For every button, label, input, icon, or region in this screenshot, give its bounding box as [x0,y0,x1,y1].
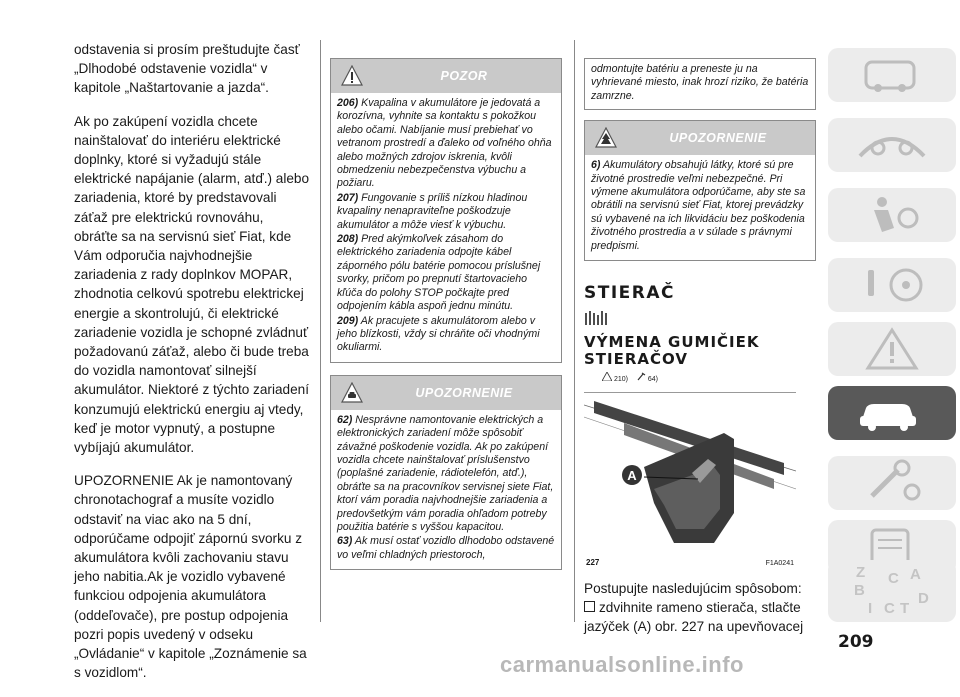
box-body: odmontujte batériu a preneste ju na vyhrievané miesto, inak hrozí riziko, že batéria zamrzne. [591,63,809,102]
figure-227 [584,392,796,569]
note-text: Fungovanie s príliš nízkou hladinou kvapaliny nenapraviteľne poškodzuje akumulátor a môže viesť k výbuchu. [337,191,528,231]
tab-safety[interactable] [828,188,956,242]
box-header [331,376,561,410]
paragraph: odstavenia si prosím preštudujte časť „Dlhodobé odstavenie vozidla“ v kapitole „Naštartovanie a jazda“. [74,42,300,96]
note-text: Ak pracujete s akumulátorom alebo v jeho blízkosti, vždy si chráňte oči vhodnými okuliarmi. [337,314,540,354]
subsection-heading [584,334,816,368]
box-header [585,121,815,155]
note-number: 209) [337,314,359,327]
wrench-ref-icon [636,372,646,381]
reference-notes [602,372,816,386]
box-title: UPOZORNENIE [669,131,767,146]
note-item [591,159,809,253]
index-letter: B [854,582,865,599]
subsection-title-line: STIERAČOV [584,350,688,369]
tab-index[interactable] [828,560,956,622]
body-column-2 [330,58,562,570]
box-header [331,59,561,93]
note-item [337,315,555,355]
section-title: STIERAČ [584,283,676,304]
column-divider [320,40,321,622]
index-letter: A [910,566,921,583]
continued-note-box [584,58,816,110]
instruction-step [584,598,816,636]
figure-number: 227 [586,558,600,568]
environment-warning-icon [595,127,617,149]
index-icon [854,564,934,620]
step-bullet-icon [584,601,595,612]
note-item [337,97,555,191]
body-column-3 [584,58,816,637]
warning-ref-icon [602,372,612,381]
note-number: 62) [337,413,353,426]
section-heading [584,283,816,303]
index-letter: D [918,590,929,607]
car-warning-icon [341,382,363,404]
subsection-title-line: VÝMENA GUMIČIEK [584,333,760,352]
tab-warning[interactable] [828,322,956,376]
paragraph: UPOZORNENIE Ak je namontovaný chronotachograf a musíte vozidlo odstaviť na viac ako na 5 dní, odporúčame odpojiť zápornú svorku z akumulátora kvôli zachovaniu stavu jeho nabitia.Ak je vozidlo vybavené funkciou odpojenia akumulátora (oddeľovače), pre postup odpojenia pozri popis uvedený v odseku „Ovládanie“ v kapitole „Zoznámenie sa s vozidlom“. [74,473,307,681]
tab-emergency[interactable] [828,386,956,440]
tab-start-drive[interactable] [828,258,956,312]
box-body [331,93,561,362]
instructions [584,579,816,637]
page-number: 209 [838,632,874,652]
figure-code: F1A0241 [765,560,794,568]
note-number: 208) [337,233,359,246]
index-letter: I [868,600,873,617]
pozor-warning-box [330,58,562,363]
watermark: carmanualsonline.info [500,652,744,677]
body-column-1 [74,40,310,697]
note-item [337,414,555,535]
index-letter: C [888,570,899,587]
paragraph: Ak po zakúpení vozidla chcete nainštalovať do interiéru elektrické doplnky, ktoré si vyžadujú stále elektrické napájanie (alarm, atď.) alebo zariadenia, ktoré by predstavovali záťaž pre elektrickú rovnováhu, obráťte sa na servisnú sieť Fiat, kde Vám odporučia najvhodnejšie zariadenia z rady doplnkov MOPAR, zhodnotia celkovú spotrebu elektrickej energie a skontrolujú, či elektrické zariadenie vozidla je schopné zvládnuť požadovanú záťaž, alebo či bude treba do vozidla namontovať silnejší akumulátor. Niektoré z týchto zariadení konzumujú elektrickú energiu aj vtedy, keď je motor vypnutý, a postupne vybíjajú akumulátor. [74,113,310,456]
wiper-icon [584,309,610,327]
car-emergency-icon [828,386,956,440]
upozornenie-box [330,375,562,570]
note-item [337,192,555,232]
index-letter: Z [856,564,866,581]
dashboard-icon [828,118,956,172]
note-text: Kvapalina v akumulátore je jedovatá a korozívna, vyhnite sa kontaktu s pokožkou alebo očami. Nabíjanie musí prebiehať vo vetranom prostredí a ďaleko od voľného ohňa alebo možných zdrojov iskrenia, kvôli obmedzeniu nebezpečenstva výbuchu a požiaru. [337,97,552,190]
note-text: Akumulátory obsahujú látky, ktoré sú pre životné prostredie veľmi nebezpečné. Pri výmene akumulátora odporúčame, aby ste sa obrátili na servisnú sieť Fiat, ktorej prevádzky sú vybavené na ich likvidáciu bez poškodenia životného prostredia a v súlade s právnymi predpismi. [591,159,806,252]
upozornenie-box [584,120,816,261]
safety-icon [828,188,956,242]
index-letter: T [900,600,910,617]
note-number: 63) [337,535,353,548]
note-number: 207) [337,191,359,204]
reference-number: 64) [647,376,658,384]
tab-dashboard[interactable] [828,118,956,172]
reference-number: 210) [613,376,628,384]
note-item [337,535,555,562]
warning-icon [828,322,956,376]
maintenance-icon [828,456,956,510]
box-title: POZOR [440,69,488,83]
note-text: Nesprávne namontovanie elektrických a elektronických zariadení môže spôsobiť závažné poškodenie vozidla. Ak po zakúpení vozidla chcete nainštalovať príslušenstvo (poplašné zariadenie, rádiotelefón, atď.), obráťte sa na pracovníkov servisnej siete Fiat, ktorí vám poradia najvhodnejšie zariadenia a predovšetkým vám poradia ohľadom potreby použitia batérie s vyššou kapacitou. [337,413,554,533]
warning-triangle-icon [341,65,363,87]
index-letter: C [884,600,895,617]
instruction-intro: Postupujte nasledujúcim spôsobom: [584,581,802,597]
figure-callout-a: A [627,468,637,484]
tab-maintenance[interactable] [828,456,956,510]
column-divider [574,40,575,622]
note-number: 206) [337,97,359,109]
box-body [585,155,815,260]
box-body [331,410,561,569]
step-text: zdvihnite rameno stierača, stlačte jazýček (A) obr. 227 na upevňovacej [584,600,804,635]
note-number: 6) [591,159,601,172]
tab-car-info[interactable] [828,48,956,102]
note-item [337,233,555,313]
note-text: Pred akýmkoľvek zásahom do elektrického zariadenia odpojte kábel záporného pólu batérie pomocou príslušnej svorky, pričom po prepnutí štartovacieho kľúča do polohy STOP počkajte pred odpojením kábla aspoň jednu minútu. [337,233,541,313]
car-info-icon [828,48,956,102]
wiper-blade-illustration [584,393,796,553]
start-drive-icon [828,258,956,312]
note-text: Ak musí ostať vozidlo dlhodobo odstavené vo veľmi chladných priestoroch, [337,535,555,561]
box-title: UPOZORNENIE [415,385,513,400]
